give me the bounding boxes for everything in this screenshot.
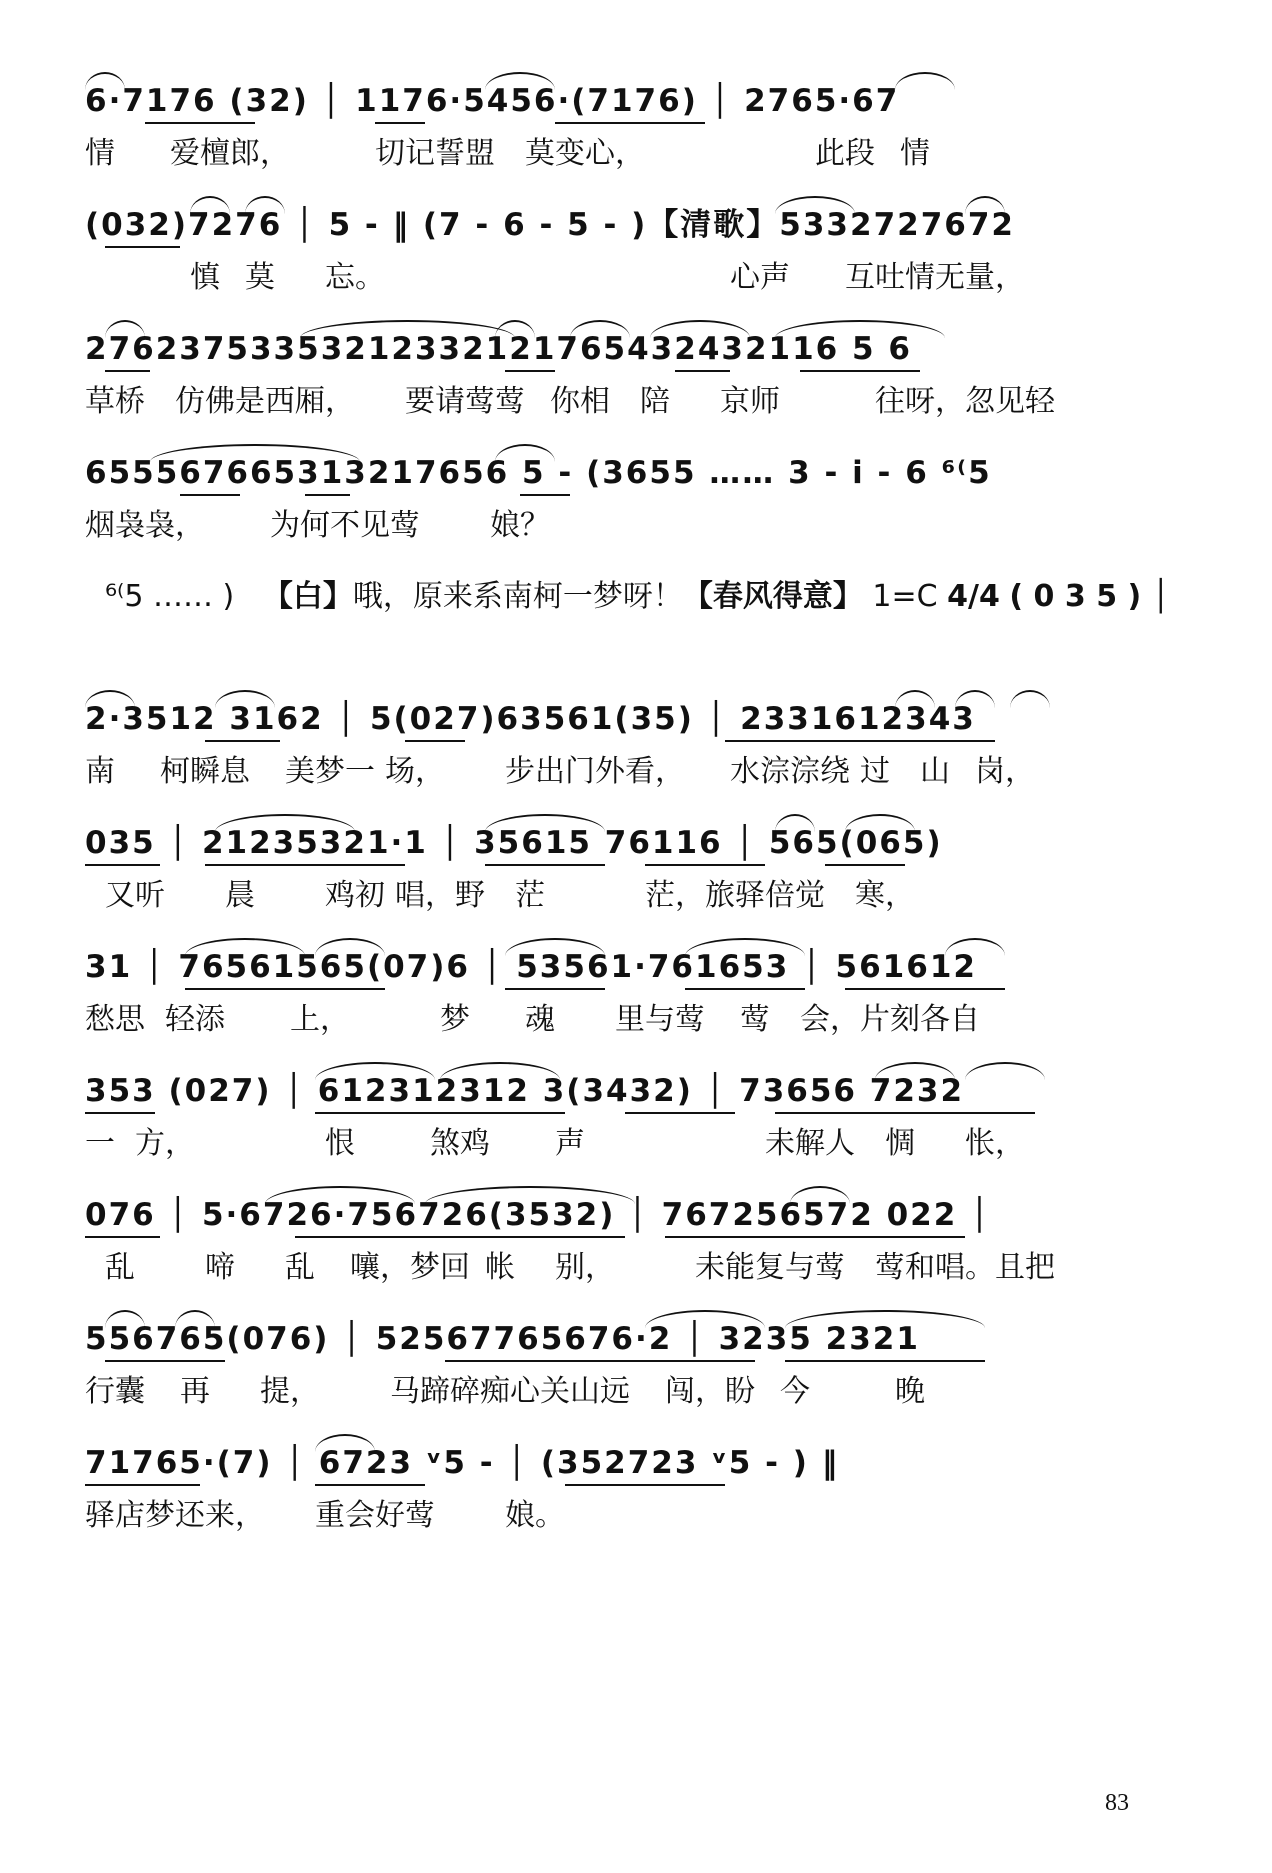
lyric: 莺 <box>740 1002 770 1037</box>
lyrics-line <box>85 132 1195 176</box>
jianpu-notes <box>85 688 1195 750</box>
lyric: 烟袅袅， <box>85 508 205 543</box>
slur-mark <box>965 1062 1045 1080</box>
underline-beam <box>505 988 605 990</box>
lyrics-line <box>85 750 1195 794</box>
underline-beam <box>520 494 570 496</box>
lyric: 草桥 <box>85 384 145 419</box>
lyric: 寒， <box>855 878 915 913</box>
underline-beam <box>375 122 425 124</box>
underline-beam <box>685 988 805 990</box>
lyric: 娘。 <box>505 1498 565 1533</box>
lyric: 心声 <box>730 260 790 295</box>
score-system-11 <box>85 1308 1195 1414</box>
lyric: 仿佛是西厢， <box>175 384 355 419</box>
lyric: 水淙淙绕 <box>730 754 850 789</box>
lyric: 会，片刻各自 <box>800 1002 980 1037</box>
lyric: 山 <box>920 754 950 789</box>
underline-beam <box>555 122 705 124</box>
tune-tag: 【春风得意】 <box>682 579 863 614</box>
jianpu-notes <box>85 812 1195 874</box>
underline-beam <box>505 370 555 372</box>
lyric: 忘。 <box>325 260 385 295</box>
underline-beam <box>85 864 160 866</box>
lyric: 茫 <box>515 878 545 913</box>
underline-beam <box>445 1360 755 1362</box>
underline-beam <box>675 370 730 372</box>
lyric: 乱 <box>285 1250 315 1285</box>
lyrics-line <box>85 256 1195 300</box>
lyric: 煞鸡 <box>430 1126 490 1161</box>
lyric: 京师 <box>720 384 780 419</box>
lyric: 帐 <box>485 1250 515 1285</box>
jianpu-notes <box>85 442 1195 504</box>
lyric: 娘？ <box>490 508 550 543</box>
score-system-8 <box>85 936 1195 1042</box>
underline-beam <box>185 988 385 990</box>
jianpu-notes <box>85 1432 1195 1494</box>
lyric: 行囊 <box>85 1374 145 1409</box>
lyric: 啼 <box>205 1250 235 1285</box>
lyric: 愁思 <box>85 1002 145 1037</box>
lyric: 怅， <box>965 1126 1025 1161</box>
jianpu-notes <box>85 1308 1195 1370</box>
lyric: 提， <box>260 1374 320 1409</box>
lyric: 柯瞬息 <box>160 754 250 789</box>
lyric: 此段 <box>815 136 875 171</box>
underline-beam <box>85 1112 155 1114</box>
underline-beam <box>145 122 255 124</box>
score-system-6 <box>85 688 1195 794</box>
underline-beam <box>85 1236 160 1238</box>
lyrics-line <box>85 998 1195 1042</box>
lyric: 晨 <box>225 878 255 913</box>
lyric: 南 <box>85 754 115 789</box>
lyric: 方， <box>135 1126 195 1161</box>
underline-beam <box>405 740 465 742</box>
underline-beam <box>645 864 765 866</box>
music-score <box>85 70 1195 1538</box>
lyric: 情 <box>85 136 115 171</box>
notes-line: 27623753353212332121765432432116 5 6 <box>85 331 912 367</box>
lyric: 步出门外看， <box>505 754 685 789</box>
notes-line: 353 (027) │ 612312312 3(3432) │ 73656 7232 <box>85 1073 965 1109</box>
lyric: 互吐情无量， <box>845 260 1025 295</box>
lyric: 莫变心， <box>525 136 645 171</box>
notes-line: 076 │ 5·6726·756726(3532) │ 767256572 022 │ <box>85 1197 991 1233</box>
lyric: 今 <box>780 1374 810 1409</box>
underline-beam <box>785 1360 985 1362</box>
underline-beam <box>775 1112 1035 1114</box>
score-system-2 <box>85 194 1195 300</box>
lyric: 美梦一 <box>285 754 375 789</box>
lyric: 爱檀郎， <box>170 136 290 171</box>
lyric: 恨 <box>325 1126 355 1161</box>
lyric: 情 <box>900 136 930 171</box>
underline-beam <box>800 370 920 372</box>
underline-beam <box>305 494 350 496</box>
underline-beam <box>725 740 995 742</box>
lyric: 要请莺莺 <box>405 384 525 419</box>
underline-beam <box>315 1484 425 1486</box>
lyrics-line <box>85 1494 1195 1538</box>
score-system-4 <box>85 442 1195 548</box>
lyrics-line <box>85 1370 1195 1414</box>
underline-beam <box>180 494 240 496</box>
underline-beam <box>825 864 905 866</box>
spoken-line <box>85 566 1195 628</box>
jianpu-notes <box>85 70 1195 132</box>
slur-mark <box>1010 690 1050 708</box>
underline-beam <box>565 1484 725 1486</box>
score-system-5 <box>85 566 1195 628</box>
underline-beam <box>295 1236 625 1238</box>
lyric: 莫 <box>245 260 275 295</box>
lyric: 场， <box>385 754 445 789</box>
page-number: 83 <box>1105 1790 1129 1816</box>
lyrics-line <box>85 1122 1195 1166</box>
bai-text: 哦，原来系南柯一梦呀！ <box>352 579 683 614</box>
score-system-12 <box>85 1432 1195 1538</box>
notes-line: 6·7176 (32) │ 1176·5456·(7176) │ 2765·67 <box>85 83 900 119</box>
lyric: 马蹄碎痴心关山远 <box>390 1374 630 1409</box>
notes-line: 71765·(7) │ 6723 ᵛ5 - │ (352723 ᵛ5 - ) ‖ <box>85 1445 840 1481</box>
lyric: 上， <box>290 1002 350 1037</box>
underline-beam <box>85 1484 200 1486</box>
underline-beam <box>665 1236 965 1238</box>
bai-tag: 【白】 <box>262 579 353 614</box>
lead-notes: ⁶⁽5 …… ) <box>105 579 235 614</box>
lyric: 过 <box>860 754 890 789</box>
lyric: 晚 <box>895 1374 925 1409</box>
lyric: 梦 <box>440 1002 470 1037</box>
underline-beam <box>485 864 605 866</box>
lyrics-line <box>85 1246 1195 1290</box>
lyric: 再 <box>180 1374 210 1409</box>
jianpu-notes <box>85 318 1195 380</box>
underline-beam <box>105 1360 225 1362</box>
lyric: 轻添 <box>165 1002 225 1037</box>
lyric: 往呀，忽见轻 <box>875 384 1055 419</box>
slur-mark <box>895 72 955 90</box>
lyric: 陪 <box>640 384 670 419</box>
lyric: 未解人 <box>765 1126 855 1161</box>
score-system-9 <box>85 1060 1195 1166</box>
lyric: 又听 <box>105 878 165 913</box>
underline-beam <box>315 1112 565 1114</box>
lyric: 切记誓盟 <box>375 136 495 171</box>
lyric: 慎 <box>190 260 220 295</box>
underline-beam <box>105 370 150 372</box>
lyric: 嚷，梦回 <box>350 1250 470 1285</box>
lyric: 唱，野 <box>395 878 485 913</box>
lyric: 乱 <box>105 1250 135 1285</box>
notes-line: 31 │ 76561565(07)6 │ 53561·761653 │ 561612 <box>85 949 977 985</box>
underline-beam <box>625 1112 735 1114</box>
key-signature: 1=C <box>872 579 938 614</box>
tail-notes: ( 0 3 5 ) │ <box>1009 579 1170 614</box>
lyric: 未能复与莺 <box>695 1250 845 1285</box>
lyric: 里与莺 <box>615 1002 705 1037</box>
jianpu-notes <box>85 1060 1195 1122</box>
lyric: 茫，旅驿倍觉 <box>645 878 825 913</box>
notes-line: 2·3512 3162 │ 5(027)63561(35) │ 2331612343 <box>85 701 976 737</box>
underline-beam <box>845 988 1005 990</box>
notes-line: 556765(076) │ 52567765676·2 │ 3235 2321 <box>85 1321 920 1357</box>
underline-beam <box>105 246 180 248</box>
score-system-3 <box>85 318 1195 424</box>
score-system-7 <box>85 812 1195 918</box>
lyric: 鸡初 <box>325 878 385 913</box>
score-system-1 <box>85 70 1195 176</box>
time-signature: 4/4 <box>947 579 1000 614</box>
lyric: 莺和唱。且把 <box>875 1250 1055 1285</box>
lyric: 重会好莺 <box>315 1498 435 1533</box>
lyric: 魂 <box>525 1002 555 1037</box>
lyric: 别， <box>555 1250 615 1285</box>
notes-line: 035 │ 21235321·1 │ 35615 76116 │ 565(065) <box>85 825 943 861</box>
lyrics-line <box>85 380 1195 424</box>
score-system-10 <box>85 1184 1195 1290</box>
lyric: 驿店梦还来， <box>85 1498 265 1533</box>
lyric: 一 <box>85 1126 115 1161</box>
notes-line: 655567665313217656 5 - (3655 …… 3 - i - 6 ⁶⁽5 <box>85 455 992 491</box>
lyric: 惆 <box>885 1126 915 1161</box>
lyrics-line <box>85 504 1195 548</box>
lyric: 岗， <box>975 754 1035 789</box>
jianpu-notes <box>85 194 1195 256</box>
underline-beam <box>205 740 280 742</box>
lyric: 为何不见莺 <box>270 508 420 543</box>
underline-beam <box>205 864 405 866</box>
notes-line: (032)7276 │ 5 - ‖ (7 - 6 - 5 - )【清歌】5332727672 <box>85 207 1015 243</box>
lyric: 声 <box>555 1126 585 1161</box>
lyric: 闯，盼 <box>665 1374 755 1409</box>
jianpu-notes <box>85 1184 1195 1246</box>
jianpu-notes <box>85 936 1195 998</box>
lyrics-line <box>85 874 1195 918</box>
lyric: 你相 <box>550 384 610 419</box>
